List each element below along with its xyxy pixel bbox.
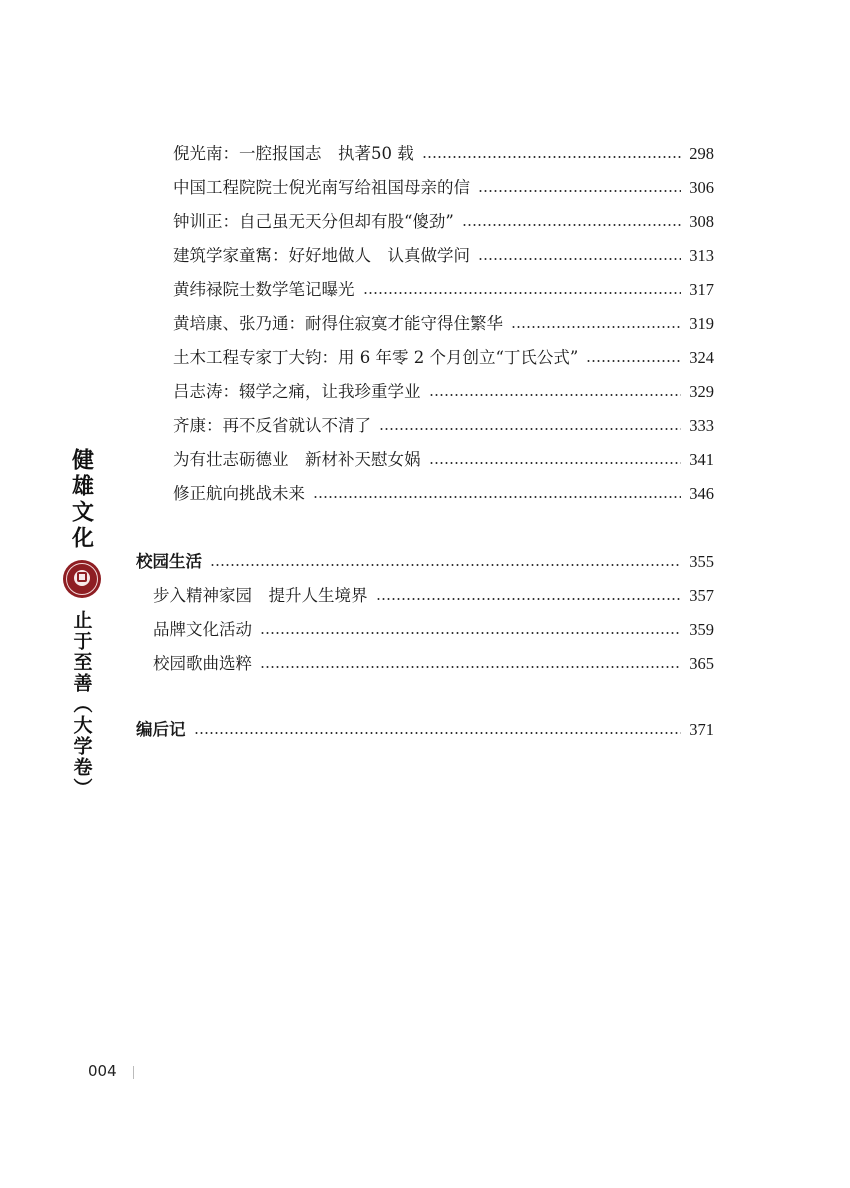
toc-entry-page: 319 <box>689 314 714 333</box>
dot-leader <box>422 155 682 159</box>
toc-entry-title: 中国工程院院士倪光南写给祖国母亲的信 <box>173 178 470 197</box>
toc-entry-title: 土木工程专家丁大钧：用 6 年零 2 个月创立“丁氏公式” <box>173 348 579 367</box>
dot-leader <box>363 291 682 295</box>
toc-entry[interactable] <box>153 585 714 607</box>
toc-entry-title: 修正航向挑战未来 <box>173 484 305 503</box>
toc-section-campus[interactable] <box>136 551 714 573</box>
toc-entry-title: 建筑学家童寯：好好地做人 认真做学问 <box>173 246 470 265</box>
dot-leader <box>260 665 681 669</box>
toc-entry-title: 品牌文化活动 <box>153 620 252 639</box>
dot-leader <box>586 359 681 363</box>
toc-entry-title: 吕志涛：辍学之痛，让我珍重学业 <box>173 382 421 401</box>
university-seal-icon <box>63 560 101 598</box>
toc-entry[interactable] <box>173 313 714 335</box>
dot-leader <box>376 597 682 601</box>
toc-entry-title: 齐康：再不反省就认不清了 <box>173 416 371 435</box>
dot-leader <box>194 731 682 735</box>
toc-entry[interactable] <box>173 245 714 267</box>
dot-leader <box>313 495 681 499</box>
dot-leader <box>260 631 681 635</box>
toc-entry-page: 324 <box>689 348 714 367</box>
toc-entry[interactable] <box>153 653 714 675</box>
series-title: 健雄文化 <box>68 448 95 552</box>
toc-entry-page: 346 <box>689 484 714 503</box>
toc-section-page: 355 <box>689 552 714 571</box>
folio-divider <box>133 1066 134 1079</box>
side-series-label <box>62 448 102 799</box>
dot-leader <box>462 223 681 227</box>
toc-entry-title: 为有壮志砺德业 新材补天慰女娲 <box>173 450 421 469</box>
toc-entry-title: 倪光南：一腔报国志 执著50 载 <box>173 144 414 163</box>
toc-entry-page: 359 <box>689 620 714 639</box>
dot-leader <box>210 563 681 567</box>
toc-entry[interactable] <box>173 177 714 199</box>
toc-entry-page: 298 <box>689 144 714 163</box>
dot-leader <box>478 257 681 261</box>
toc-entry-page: 365 <box>689 654 714 673</box>
toc-entry[interactable] <box>153 619 714 641</box>
toc-entry-page: 308 <box>689 212 714 231</box>
toc-entry-title: 黄纬禄院士数学笔记曝光 <box>173 280 355 299</box>
toc-entry[interactable] <box>173 449 714 471</box>
toc-entry-page: 357 <box>689 586 714 605</box>
toc-entry-page: 306 <box>689 178 714 197</box>
toc-entry-title: 黄培康、张乃通：耐得住寂寞才能守得住繁华 <box>173 314 503 333</box>
toc-entry[interactable] <box>173 347 714 369</box>
toc-section-title: 编后记 <box>136 720 186 739</box>
toc-entry[interactable] <box>173 211 714 233</box>
toc-entry-page: 341 <box>689 450 714 469</box>
toc-entry[interactable] <box>173 483 714 505</box>
dot-leader <box>478 189 681 193</box>
toc-entry[interactable] <box>173 381 714 403</box>
toc-section-title: 校园生活 <box>136 552 202 571</box>
toc-entry-page: 317 <box>689 280 714 299</box>
toc-entry-title: 步入精神家园 提升人生境界 <box>153 586 368 605</box>
toc-section-afterword[interactable] <box>136 719 714 741</box>
dot-leader <box>511 325 681 329</box>
toc-entry-title: 校园歌曲选粹 <box>153 654 252 673</box>
toc-entry-page: 329 <box>689 382 714 401</box>
toc-entry-page: 333 <box>689 416 714 435</box>
toc-section-page: 371 <box>689 720 714 739</box>
toc-entry[interactable] <box>173 279 714 301</box>
dot-leader <box>429 461 682 465</box>
page-number: 004 <box>88 1062 117 1080</box>
toc-entry-title: 钟训正：自己虽无天分但却有股“傻劲” <box>173 212 454 231</box>
dot-leader <box>429 393 682 397</box>
book-title: 止于至善（大学卷） <box>70 610 93 799</box>
toc-entry[interactable] <box>173 143 714 165</box>
toc-entry[interactable] <box>173 415 714 437</box>
seal-mark <box>77 572 87 582</box>
toc-entry-page: 313 <box>689 246 714 265</box>
dot-leader <box>379 427 681 431</box>
